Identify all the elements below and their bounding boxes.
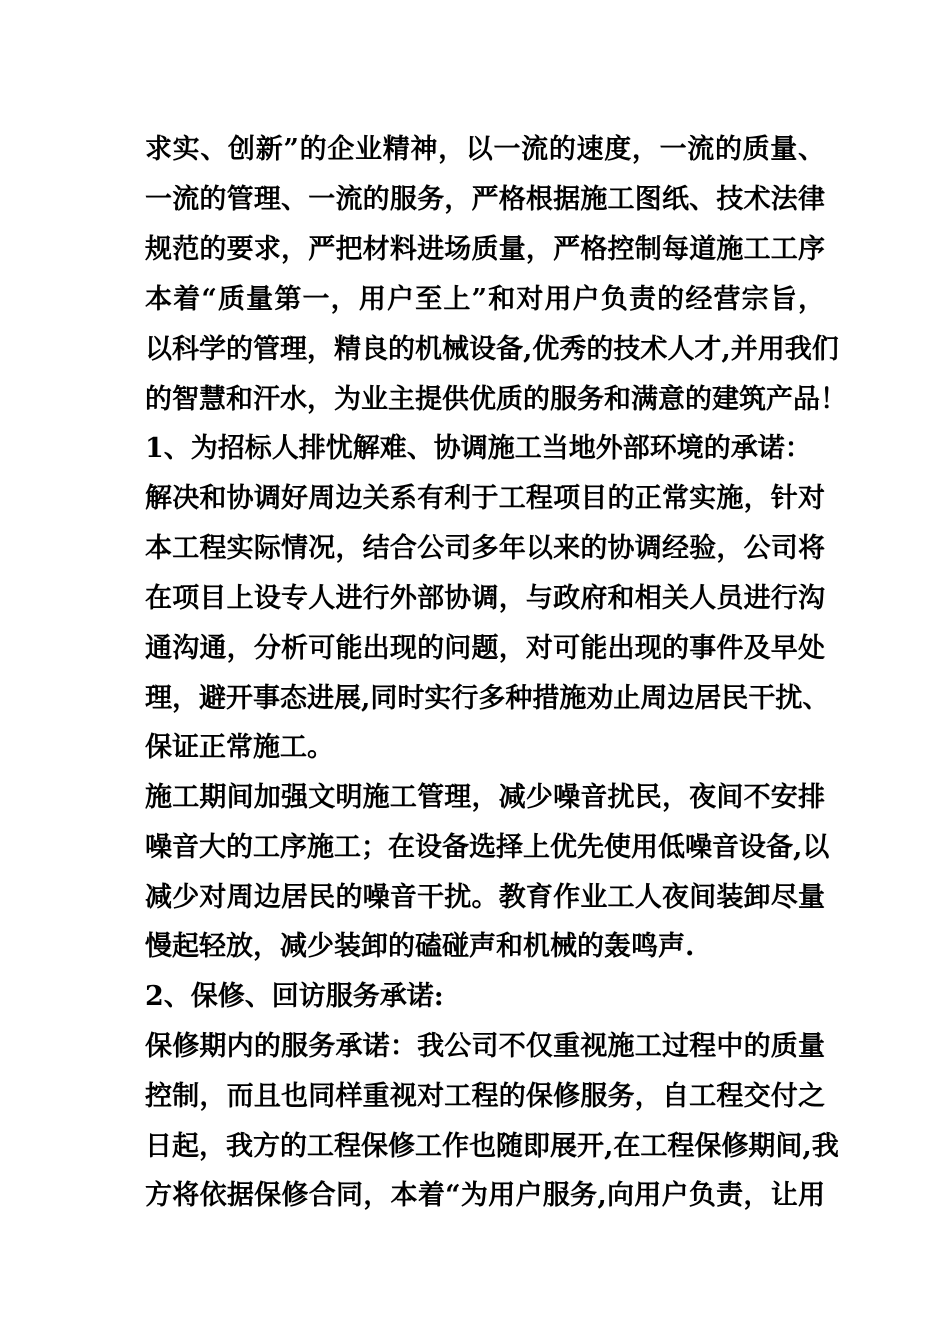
text-line: 施工期间加强文明施工管理，减少噪音扰民，夜间不安排 bbox=[145, 782, 825, 813]
text-line: 的智慧和汗水，为业主提供优质的服务和满意的建筑产品！ bbox=[145, 384, 847, 415]
text-line: 保证正常施工。 bbox=[145, 732, 334, 763]
text-line: 减少对周边居民的噪音干扰。教育作业工人夜间装卸尽量 bbox=[145, 882, 825, 913]
section-heading: 2、保修、回访服务承诺: bbox=[145, 981, 444, 1012]
text-line: 一流的管理、一流的服务，严格根据施工图纸、技术法律 bbox=[145, 184, 825, 215]
text-line: 在项目上设专人进行外部协调，与政府和相关人员进行沟 bbox=[145, 583, 825, 614]
text-line: 本着“质量第一，用户至上”和对用户负责的经营宗旨， bbox=[145, 284, 825, 315]
text-line: 保修期内的服务承诺：我公司不仅重视施工过程中的质量 bbox=[145, 1031, 825, 1062]
text-line: 控制，而且也同样重视对工程的保修服务，自工程交付之 bbox=[145, 1081, 825, 1112]
text-line: 以科学的管理，精良的机械设备,优秀的技术人才,并用我们 bbox=[145, 334, 839, 365]
text-line: 理，避开事态进展,同时实行多种措施劝止周边居民干扰、 bbox=[145, 683, 830, 714]
text-line: 本工程实际情况，结合公司多年以来的协调经验，公司将 bbox=[145, 533, 825, 564]
text-line: 噪音大的工序施工；在设备选择上优先使用低噪音设备,以 bbox=[145, 832, 830, 863]
text-line: 求实、创新”的企业精神，以一流的速度，一流的质量、 bbox=[145, 134, 825, 165]
text-line: 规范的要求，严把材料进场质量，严格控制每道施工工序 bbox=[145, 234, 825, 265]
text-line: 慢起轻放，减少装卸的磕碰声和机械的轰鸣声. bbox=[145, 931, 695, 962]
section-heading: 1、为招标人排忧解难、协调施工当地外部环境的承诺： bbox=[145, 433, 812, 464]
text-line: 解决和协调好周边关系有利于工程项目的正常实施，针对 bbox=[145, 483, 825, 514]
text-line: 方将依据保修合同，本着“为用户服务,向用户负责，让用 bbox=[145, 1180, 825, 1211]
text-line: 日起，我方的工程保修工作也随即展开,在工程保修期间,我 bbox=[145, 1131, 839, 1162]
text-line: 通沟通，分析可能出现的问题，对可能出现的事件及早处 bbox=[145, 633, 825, 664]
